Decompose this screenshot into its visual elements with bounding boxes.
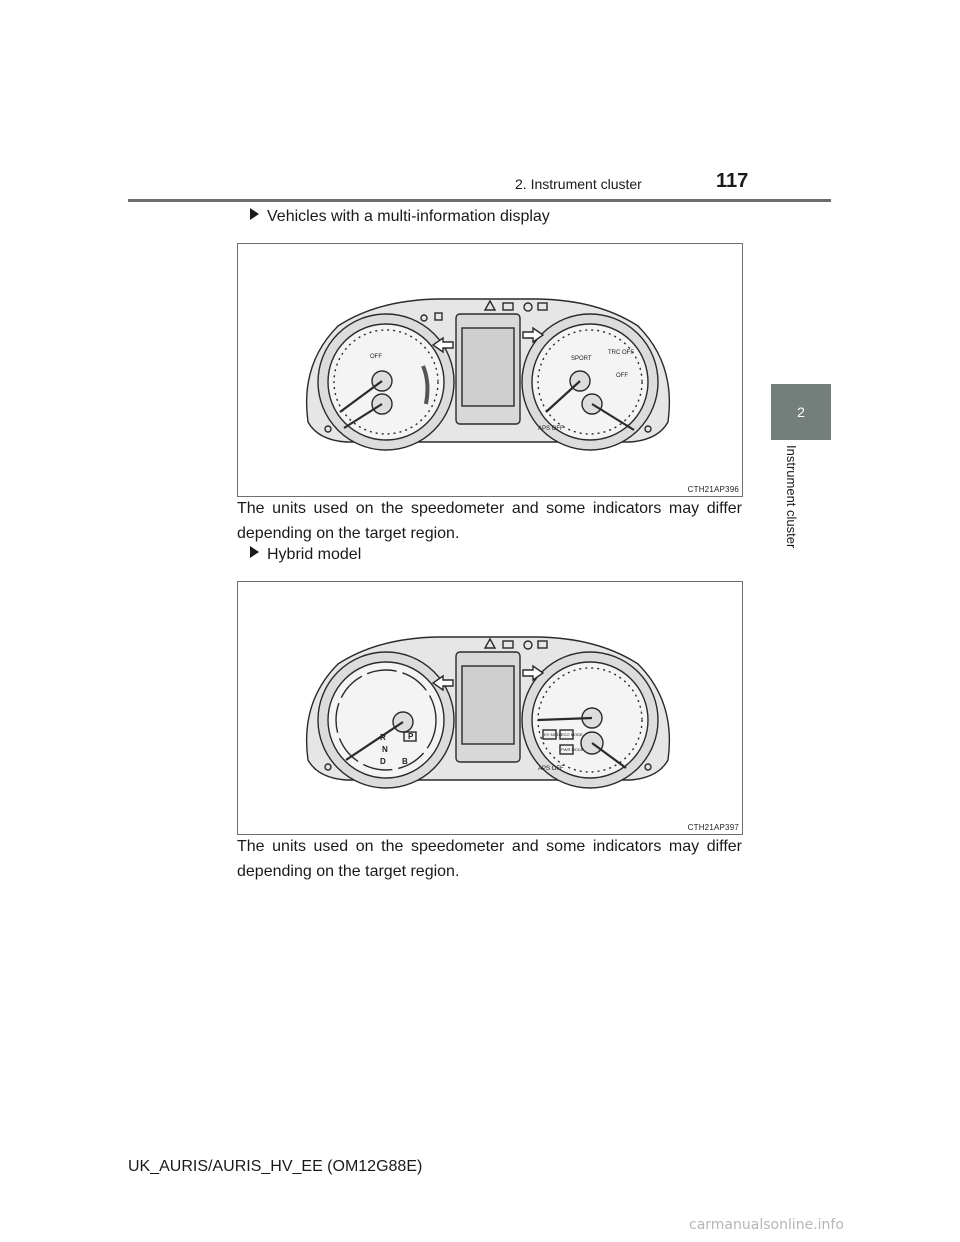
aps-off-label: APS OFF — [538, 766, 564, 772]
shift-d-label: D — [380, 757, 386, 766]
shift-p-label: P — [408, 732, 414, 741]
header-rule — [128, 199, 831, 202]
hybrid-cluster-illustration — [238, 582, 742, 834]
footer-model-code: UK_AURIS/AURIS_HV_EE (OM12G88E) — [128, 1158, 423, 1175]
sport-label: SPORT — [571, 356, 592, 362]
aps-off-label: APS OFF — [538, 426, 564, 432]
chapter-label: Instrument cluster — [784, 445, 799, 549]
caption-paragraph: The units used on the speedometer and some indicators may differ depending on the target region. — [237, 500, 742, 542]
off-label: OFF — [370, 354, 382, 360]
page-number: 117 — [716, 170, 749, 192]
figure-code: CTH21AP397 — [687, 823, 739, 832]
bullet-multi-info — [250, 208, 550, 226]
shift-b-label: B — [402, 757, 408, 766]
figure-code: CTH21AP396 — [687, 485, 739, 494]
bullet-text: Hybrid model — [267, 546, 362, 563]
figure-cluster-hybrid — [237, 581, 743, 835]
eco-mode-label: ECO MODE — [561, 732, 583, 737]
instrument-cluster-illustration — [238, 244, 742, 496]
shift-r-label: R — [380, 733, 386, 742]
figure-cluster-standard — [237, 243, 743, 497]
bullet-text: Vehicles with a multi-information display — [267, 208, 550, 225]
ev-mode-label: EV MODE — [544, 732, 563, 737]
triangle-bullet-icon — [250, 546, 259, 558]
shift-n-label: N — [382, 745, 388, 754]
section-title: 2. Instrument cluster — [515, 176, 642, 192]
off-label-right: OFF — [616, 373, 628, 379]
caption-paragraph: The units used on the speedometer and some indicators may differ depending on the target region. — [237, 838, 742, 880]
triangle-bullet-icon — [250, 208, 259, 220]
pwr-mode-label: PWR MODE — [561, 747, 584, 752]
chapter-tab[interactable]: 2 — [771, 384, 831, 440]
bullet-hybrid — [250, 546, 361, 564]
watermark[interactable]: carmanualsonline.info — [689, 1217, 844, 1233]
trc-off-label: TRC OFF — [608, 350, 634, 356]
